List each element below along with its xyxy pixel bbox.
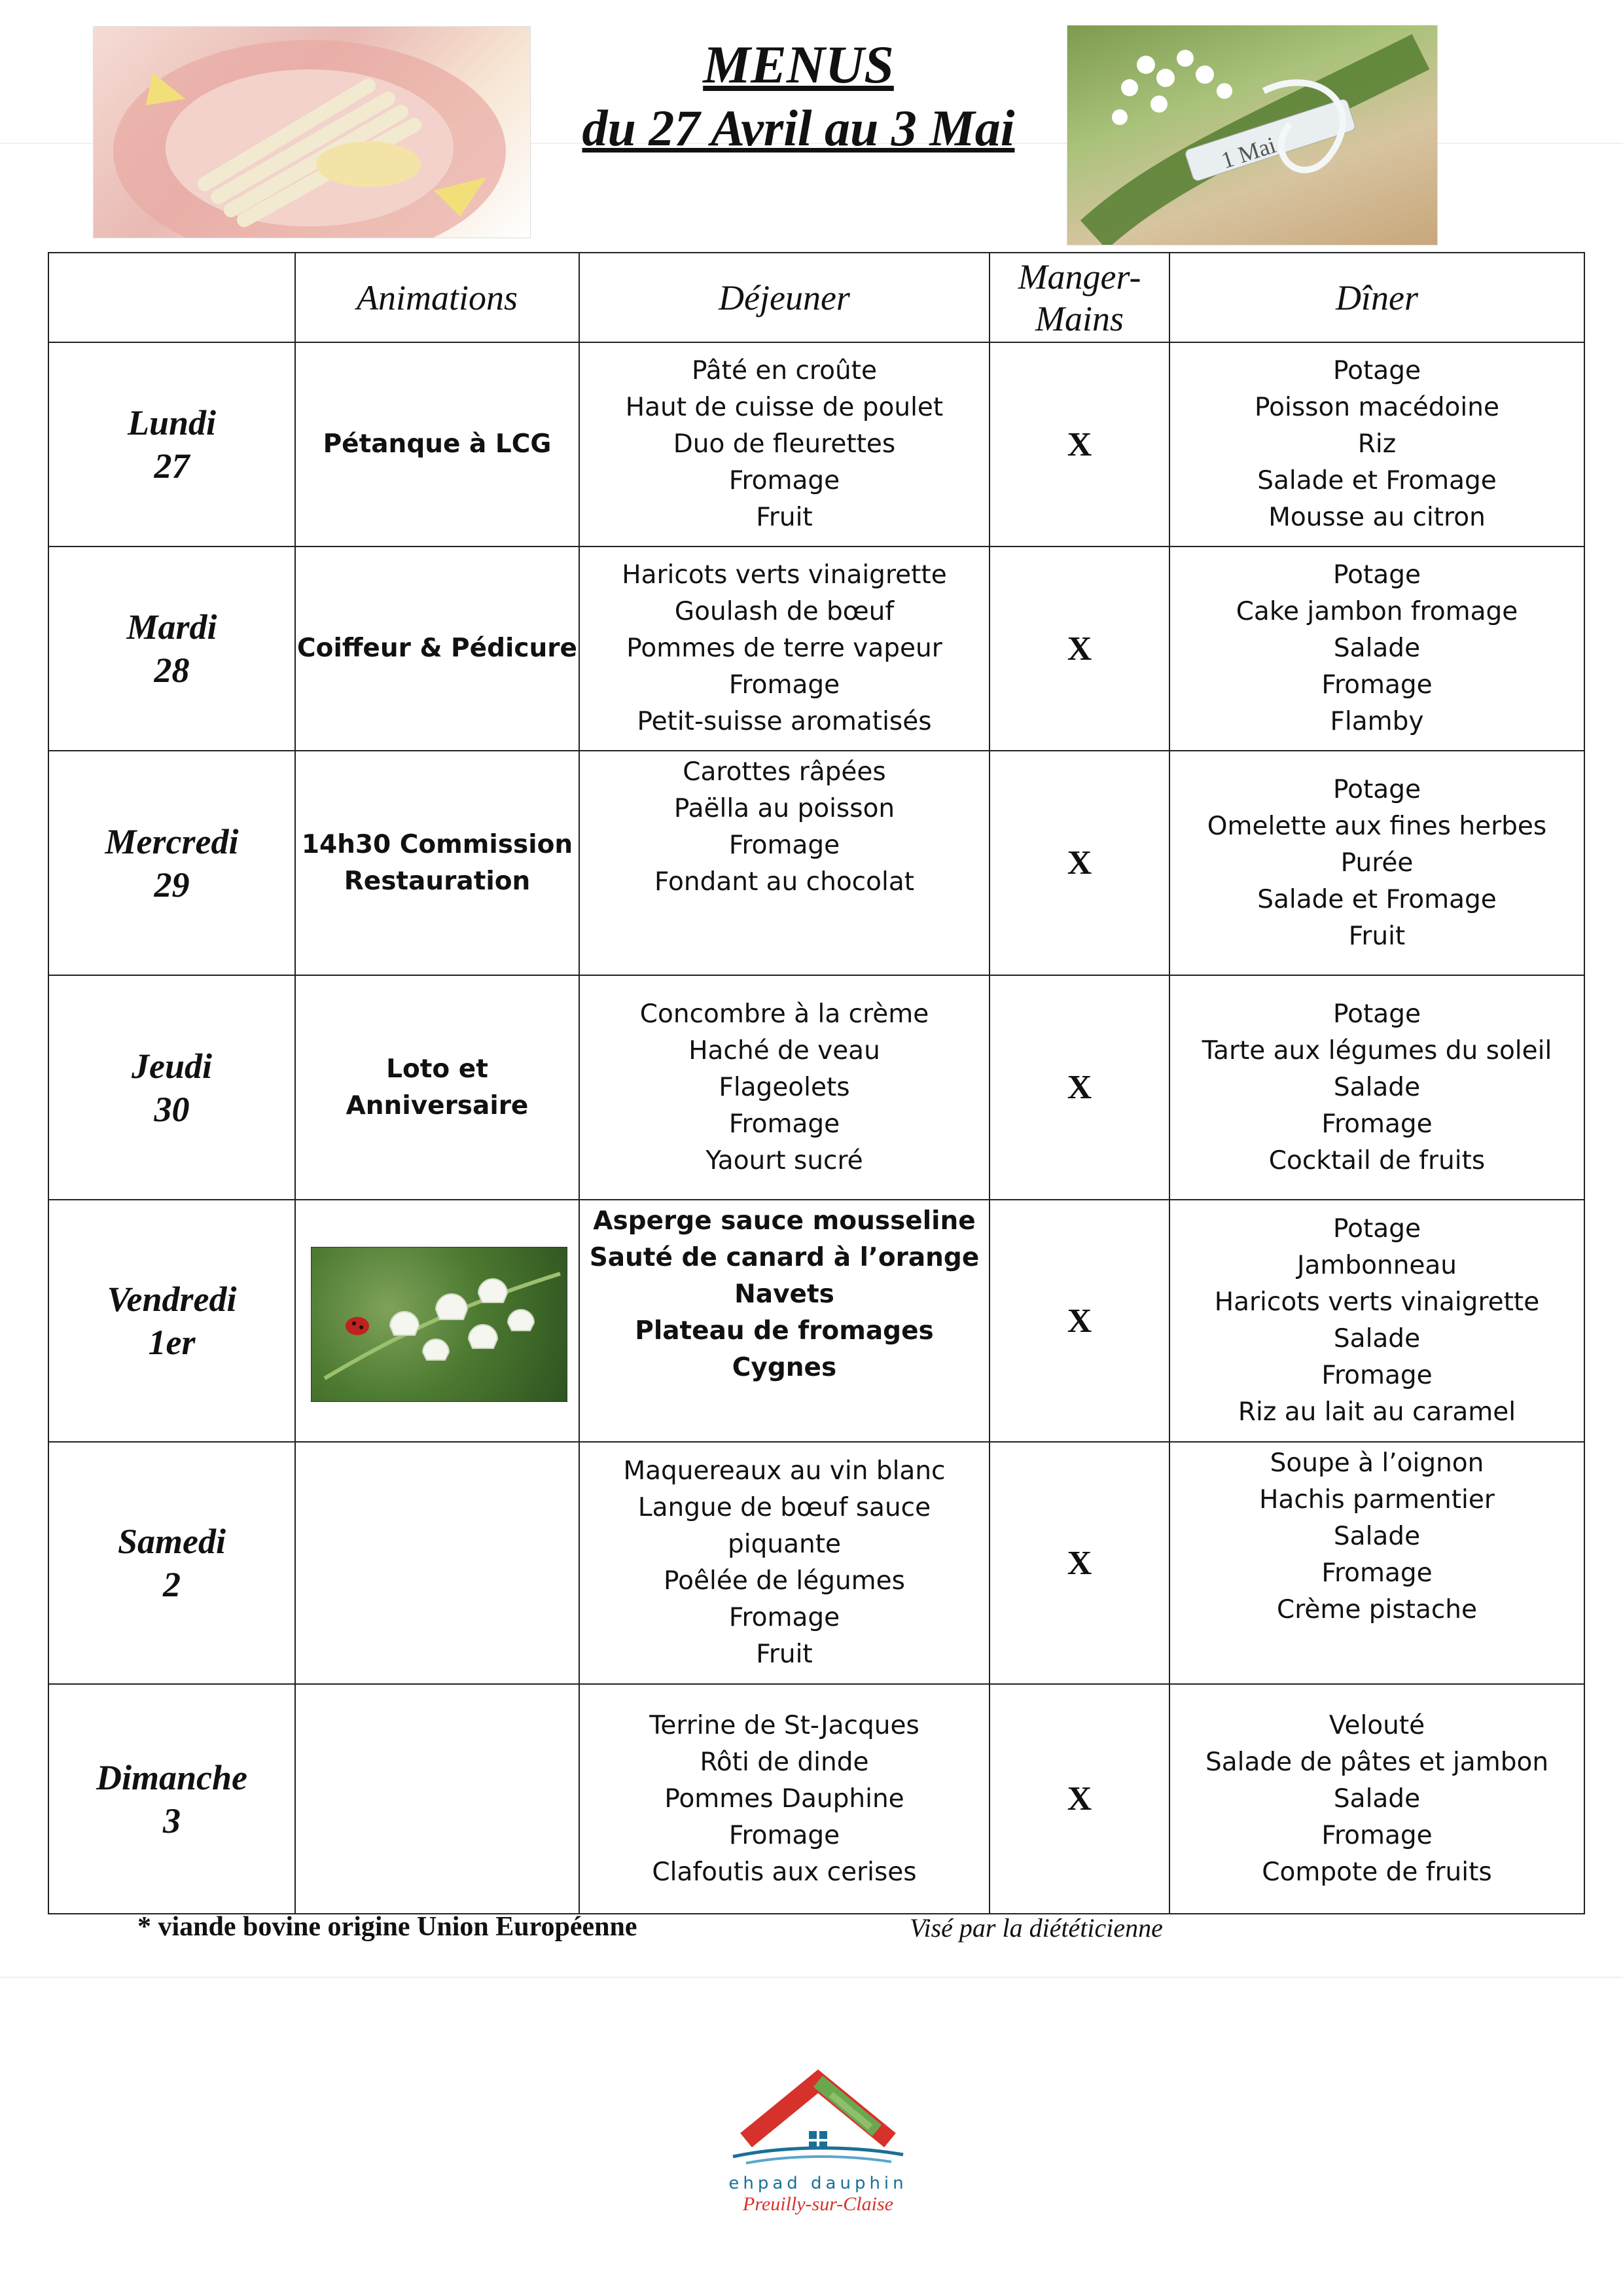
dish: Flageolets	[719, 1072, 850, 1102]
dish: Haché de veau	[688, 1035, 880, 1066]
dish: Pommes de terre vapeur	[626, 634, 942, 663]
dejeuner-cell	[579, 1442, 990, 1684]
dish: Haricots verts vinaigrette	[622, 560, 947, 590]
animation-item: Coiffeur & Pédicure	[297, 634, 577, 663]
dish: Salade	[1333, 1324, 1421, 1354]
dish: Clafoutis aux cerises	[652, 1857, 917, 1887]
animation-cell	[295, 342, 579, 547]
dish: piquante	[728, 1530, 841, 1559]
dish: Fromage	[1321, 1361, 1433, 1390]
title-menus: MENUS	[703, 35, 894, 94]
dish: Concombre à la crème	[639, 999, 929, 1029]
dish: Potage	[1333, 1214, 1421, 1244]
dish: Asperge sauce mousseline	[593, 1206, 976, 1236]
dish: Maquereaux au vin blanc	[623, 1456, 946, 1486]
dish: Cygnes	[732, 1353, 837, 1382]
day-date: 3	[163, 1801, 181, 1840]
manger-mains-mark: X	[990, 975, 1169, 1200]
diner-cell	[1169, 1200, 1584, 1442]
day-cell	[48, 1442, 295, 1684]
header-dejeuner: Déjeuner	[579, 253, 990, 342]
dish: Salade et Fromage	[1257, 884, 1497, 914]
day-name: Jeudi	[131, 1046, 212, 1086]
dish: Fromage	[728, 670, 840, 700]
menu-table	[48, 252, 1585, 1914]
day-cell	[48, 1200, 295, 1442]
dish: Salade	[1333, 1522, 1421, 1551]
dish: Fromage	[1321, 1558, 1433, 1588]
dish: Salade de pâtes et jambon	[1205, 1747, 1549, 1777]
dish: Fondant au chocolat	[654, 867, 915, 897]
dish: Tarte aux légumes du soleil	[1202, 1035, 1552, 1066]
dish: Salade	[1333, 634, 1421, 663]
manger-mains-mark: X	[990, 1200, 1169, 1442]
dish: Poêlée de légumes	[664, 1566, 905, 1596]
logo-brand: ehpad dauphin	[728, 2174, 908, 2193]
dejeuner-cell	[579, 975, 990, 1200]
dish: Potage	[1333, 774, 1421, 804]
dejeuner-cell	[579, 751, 990, 975]
dish: Potage	[1333, 560, 1421, 590]
ehpad-logo	[720, 2068, 916, 2232]
muguet-tag-text: 1 Mai	[1218, 132, 1279, 174]
dish: Riz	[1357, 429, 1397, 459]
table-row	[48, 1442, 1584, 1684]
dish: Plateau de fromages	[635, 1316, 934, 1346]
diner-cell	[1169, 547, 1584, 751]
table-row	[48, 1200, 1584, 1442]
dish: Haut de cuisse de poulet	[625, 393, 944, 422]
dish: Riz au lait au caramel	[1238, 1397, 1516, 1427]
manger-mains-mark: X	[990, 751, 1169, 975]
day-date: 28	[154, 651, 190, 690]
animation-item: Loto et Anniversaire	[346, 1054, 529, 1121]
day-date: 29	[154, 865, 190, 905]
dish: Fromage	[728, 1109, 840, 1139]
dejeuner-cell	[579, 1200, 990, 1442]
table-row	[48, 1684, 1584, 1914]
table-row	[48, 751, 1584, 975]
dish: Fruit	[756, 1640, 813, 1669]
house-roof-icon	[720, 2068, 916, 2166]
dish: Fromage	[728, 1820, 840, 1850]
dietitian-approval: Visé par la diététicienne	[910, 1913, 1163, 1943]
dejeuner-cell	[579, 1684, 990, 1914]
dish: Cake jambon fromage	[1236, 597, 1518, 626]
animation-cell	[295, 975, 579, 1200]
dish: Yaourt sucré	[705, 1145, 863, 1175]
dish: Jambonneau	[1296, 1251, 1457, 1280]
diner-cell	[1169, 342, 1584, 547]
dish: Purée	[1340, 848, 1414, 878]
manger-mains-mark: X	[990, 547, 1169, 751]
manger-mains-mark: X	[990, 1442, 1169, 1684]
day-cell	[48, 751, 295, 975]
day-name: Lundi	[127, 403, 217, 442]
dish: Terrine de St-Jacques	[649, 1710, 919, 1740]
animation-item: Restauration	[344, 866, 531, 896]
dish: Goulash de bœuf	[674, 597, 895, 626]
muguet-bouquet-photo	[1067, 25, 1438, 245]
animation-item: 14h30 Commission	[301, 829, 573, 859]
page-title	[543, 33, 1054, 160]
dish: Salade et Fromage	[1257, 466, 1497, 495]
dish: Potage	[1333, 356, 1421, 386]
dish: Fromage	[728, 831, 840, 860]
dish: Fruit	[1348, 921, 1406, 951]
dish: Paëlla au poisson	[673, 794, 895, 823]
dish: Soupe à l’oignon	[1270, 1448, 1484, 1478]
dish: Cocktail de fruits	[1268, 1145, 1486, 1175]
dish: Hachis parmentier	[1259, 1485, 1495, 1515]
day-name: Dimanche	[96, 1757, 247, 1797]
animation-cell	[295, 547, 579, 751]
logo-town: Preuilly-sur-Claise	[743, 2193, 893, 2215]
dish: Fromage	[728, 1603, 840, 1632]
dish: Haricots verts vinaigrette	[1214, 1287, 1540, 1317]
diner-cell	[1169, 751, 1584, 975]
dish: Poisson macédoine	[1255, 393, 1499, 422]
day-name: Mardi	[126, 607, 217, 647]
dish: Velouté	[1329, 1710, 1425, 1740]
animation-cell	[295, 1442, 579, 1684]
dish: Sauté de canard à l’orange	[589, 1243, 980, 1272]
dish: Navets	[734, 1280, 834, 1309]
diner-cell	[1169, 1442, 1584, 1684]
header-empty	[48, 253, 295, 342]
dish: Pâté en croûte	[692, 356, 877, 386]
day-cell	[48, 1684, 295, 1914]
dish: Fromage	[1321, 670, 1433, 700]
asparagus-photo	[93, 26, 531, 238]
dish: Langue de bœuf sauce	[637, 1493, 931, 1522]
dish: Rôti de dinde	[700, 1747, 869, 1777]
header-diner: Dîner	[1169, 253, 1584, 342]
title-dates: du 27 Avril au 3 Mai	[582, 99, 1015, 156]
dish: Flamby	[1330, 707, 1424, 736]
dish: Potage	[1333, 999, 1421, 1029]
dish: Petit-suisse aromatisés	[637, 707, 932, 736]
day-cell	[48, 342, 295, 547]
day-name: Vendredi	[107, 1280, 237, 1319]
dejeuner-cell	[579, 342, 990, 547]
dish: Fromage	[1321, 1820, 1433, 1850]
manger-mains-mark: X	[990, 342, 1169, 547]
dish: Mousse au citron	[1268, 503, 1486, 532]
table-row	[48, 975, 1584, 1200]
day-date: 30	[154, 1089, 190, 1129]
diner-cell	[1169, 975, 1584, 1200]
animation-item: Pétanque à LCG	[323, 429, 552, 459]
table-row	[48, 342, 1584, 547]
day-name: Mercredi	[105, 821, 239, 861]
animation-cell	[295, 751, 579, 975]
day-date: 2	[163, 1565, 181, 1604]
dish: Omelette aux fines herbes	[1207, 811, 1547, 841]
header-manger-mains: Manger-Mains	[990, 253, 1169, 342]
animation-cell	[295, 1684, 579, 1914]
dish: Salade	[1333, 1072, 1421, 1102]
day-date: 1er	[148, 1323, 196, 1362]
dish: Duo de fleurettes	[673, 429, 896, 459]
beef-origin-note: * viande bovine origine Union Européenne	[137, 1912, 637, 1942]
dish: Carottes râpées	[683, 757, 886, 787]
diner-cell	[1169, 1684, 1584, 1914]
manger-mains-mark: X	[990, 1684, 1169, 1914]
dish: Fromage	[1321, 1109, 1433, 1139]
dish: Pommes Dauphine	[664, 1784, 904, 1814]
dish: Fruit	[756, 503, 813, 532]
muguet-ladybug-photo	[311, 1247, 567, 1402]
dish: Salade	[1333, 1784, 1421, 1814]
dish: Fromage	[728, 466, 840, 495]
header-animations: Animations	[295, 253, 579, 342]
day-cell	[48, 975, 295, 1200]
dish: Compote de fruits	[1262, 1857, 1492, 1887]
day-name: Samedi	[117, 1522, 226, 1561]
dejeuner-cell	[579, 547, 990, 751]
dish: Crème pistache	[1276, 1595, 1478, 1624]
day-cell	[48, 547, 295, 751]
header-row	[48, 253, 1584, 342]
day-date: 27	[154, 446, 190, 486]
table-row	[48, 547, 1584, 751]
